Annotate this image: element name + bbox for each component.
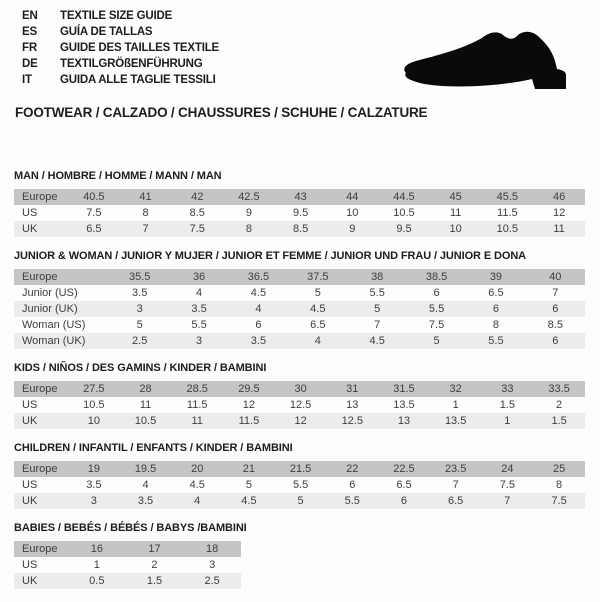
- row-label: Europe: [22, 191, 58, 203]
- size-cell: 5: [433, 335, 440, 347]
- size-cell: 13: [397, 415, 411, 427]
- size-cell: 9: [245, 207, 252, 219]
- size-cell: 10: [87, 415, 100, 427]
- size-cell: 3: [209, 559, 216, 571]
- section-junior-woman: [14, 250, 585, 349]
- size-cell: 3.5: [137, 495, 154, 507]
- size-table-row: [14, 397, 585, 413]
- size-cell: 5.5: [428, 303, 445, 315]
- size-cell: 5.5: [369, 287, 385, 299]
- language-row-fr: [22, 40, 219, 56]
- size-cell: 20: [191, 463, 204, 475]
- language-label: GUÍA DE TALLAS: [60, 26, 153, 38]
- size-cell: 12: [552, 207, 566, 219]
- size-cell: 7.5: [86, 207, 102, 219]
- size-cell: 5.5: [488, 335, 504, 347]
- language-code: DE: [22, 58, 38, 70]
- row-label: US: [22, 207, 38, 219]
- size-cell: 5: [297, 495, 304, 507]
- size-table-row: [14, 493, 585, 509]
- size-cell: 6: [552, 303, 559, 315]
- size-table-header-row: [14, 541, 241, 557]
- size-cell: 12.5: [289, 399, 312, 411]
- size-cell: 9.5: [292, 207, 309, 219]
- row-label: UK: [22, 223, 38, 235]
- size-cell: 7.5: [428, 319, 445, 331]
- size-cell: 46: [552, 191, 566, 203]
- size-table-header-row: [14, 461, 585, 477]
- size-cell: 8.5: [292, 223, 309, 235]
- size-table-row: [14, 557, 241, 573]
- size-cell: 19.5: [134, 463, 157, 475]
- row-label: US: [22, 399, 38, 411]
- section-title: BABIES / BEBÉS / BÉBÉS / BABYS /BAMBINI: [14, 522, 247, 534]
- size-cell: 29.5: [238, 383, 260, 395]
- size-cell: 6: [433, 287, 440, 299]
- size-cell: 6: [255, 319, 262, 331]
- size-cell: 40.5: [83, 191, 105, 203]
- size-cell: 6.5: [310, 319, 326, 331]
- size-cell: 16: [90, 543, 103, 555]
- row-label: Junior (UK): [22, 303, 78, 315]
- size-cell: 0.5: [89, 575, 105, 587]
- man-size-table: [14, 189, 585, 237]
- size-cell: 39: [489, 271, 503, 283]
- size-cell: 45: [449, 191, 462, 203]
- size-cell: 2: [556, 399, 563, 411]
- language-code: IT: [22, 74, 32, 86]
- size-cell: 7.5: [189, 223, 205, 235]
- size-cell: 7: [452, 479, 459, 491]
- size-cell: 10: [346, 207, 359, 219]
- size-table-row: [14, 477, 585, 493]
- size-cell: 13: [346, 399, 359, 411]
- size-cell: 43: [294, 191, 307, 203]
- section-title: KIDS / NIÑOS / DES GAMINS / KINDER / BAMBINI: [14, 362, 267, 374]
- row-label: Europe: [22, 463, 58, 475]
- size-cell: 9: [349, 223, 356, 235]
- language-row-de: [22, 56, 219, 72]
- size-cell: 5: [245, 479, 252, 491]
- size-cell: 41: [139, 191, 152, 203]
- size-cell: 6: [400, 495, 408, 507]
- row-label: Europe: [22, 383, 58, 395]
- size-tables: [14, 166, 585, 602]
- size-cell: 1: [504, 415, 511, 427]
- size-cell: 42: [191, 191, 204, 203]
- section-children: [14, 442, 585, 509]
- size-cell: 28: [139, 383, 152, 395]
- row-label: Europe: [22, 543, 58, 555]
- size-cell: 1: [93, 559, 100, 571]
- babies-size-table: [14, 541, 241, 589]
- language-code: EN: [22, 10, 38, 22]
- size-cell: 10.5: [83, 399, 105, 411]
- size-cell: 5: [136, 319, 143, 331]
- kids-size-table: [14, 381, 585, 429]
- size-cell: 33: [501, 383, 514, 395]
- shoe-icon: [398, 26, 576, 96]
- size-cell: 11: [191, 415, 203, 427]
- size-cell: 6: [492, 303, 499, 315]
- size-cell: 4.5: [369, 335, 385, 347]
- size-cell: 7: [552, 287, 559, 299]
- size-table-row: [14, 205, 585, 221]
- size-cell: 6.5: [86, 223, 102, 235]
- row-label: US: [22, 559, 38, 571]
- size-cell: 6.5: [448, 495, 464, 507]
- size-cell: 5.5: [292, 479, 309, 491]
- size-cell: 13.5: [393, 399, 415, 411]
- size-cell: 1.5: [551, 415, 567, 427]
- size-table-header-row: [14, 269, 585, 285]
- row-label: UK: [22, 415, 38, 427]
- size-cell: 11: [449, 207, 462, 219]
- size-cell: 5.5: [344, 495, 360, 507]
- size-cell: 40: [549, 271, 562, 283]
- size-cell: 6.5: [488, 287, 504, 299]
- size-table-row: [14, 285, 585, 301]
- size-cell: 12: [294, 415, 307, 427]
- size-cell: 38.5: [425, 271, 448, 283]
- children-size-table: [14, 461, 585, 509]
- size-table-header-row: [14, 189, 585, 205]
- size-cell: 42.5: [238, 191, 260, 203]
- size-cell: 31: [346, 383, 359, 395]
- row-label: Woman (UK): [22, 335, 86, 347]
- size-cell: 9.5: [396, 223, 412, 235]
- size-cell: 27.5: [83, 383, 105, 395]
- size-cell: 19: [87, 463, 100, 475]
- size-cell: 11: [139, 399, 152, 411]
- row-label: UK: [22, 575, 38, 587]
- size-cell: 22.5: [393, 463, 415, 475]
- size-cell: 18: [206, 543, 219, 555]
- size-cell: 5: [314, 287, 321, 299]
- size-cell: 33.5: [548, 383, 570, 395]
- size-cell: 10: [449, 223, 462, 235]
- size-cell: 38: [371, 271, 384, 283]
- section-title: CHILDREN / INFANTIL / ENFANTS / KINDER / BAMBINI: [14, 442, 293, 454]
- section-man: [14, 170, 585, 237]
- size-cell: 4.5: [189, 479, 205, 491]
- size-cell: 4.5: [250, 287, 267, 299]
- size-cell: 23.5: [444, 463, 467, 475]
- section-babies: [14, 522, 585, 589]
- size-cell: 36.5: [247, 271, 270, 283]
- size-cell: 1.5: [146, 575, 163, 587]
- size-cell: 3: [136, 303, 143, 315]
- row-label: Europe: [22, 271, 58, 283]
- language-row-en: [22, 8, 219, 24]
- junior-woman-size-table: [14, 269, 585, 349]
- size-table-row: [14, 317, 585, 333]
- size-cell: 6.5: [396, 479, 412, 491]
- size-cell: 4: [314, 335, 321, 347]
- size-cell: 2.5: [204, 575, 220, 587]
- size-table-row: [14, 221, 585, 237]
- language-label: TEXTILE SIZE GUIDE: [60, 10, 173, 22]
- size-cell: 44: [346, 191, 359, 203]
- size-cell: 32: [449, 383, 462, 395]
- size-cell: 5.5: [191, 319, 207, 331]
- size-cell: 17: [148, 543, 161, 555]
- size-cell: 3.5: [132, 287, 148, 299]
- row-label: UK: [22, 495, 38, 507]
- size-cell: 30: [294, 383, 307, 395]
- section-title: MAN / HOMBRE / HOMME / MANN / MAN: [14, 170, 222, 182]
- size-cell: 7.5: [551, 495, 567, 507]
- size-table-row: [14, 573, 241, 589]
- category-title: FOOTWEAR / CALZADO / CHAUSSURES / SCHUHE / CALZATURE: [15, 105, 428, 120]
- size-cell: 12: [242, 399, 256, 411]
- size-cell: 3.5: [250, 335, 267, 347]
- size-cell: 10.5: [134, 415, 157, 427]
- size-cell: 2.5: [132, 335, 148, 347]
- language-code: FR: [22, 42, 37, 54]
- section-kids: [14, 362, 585, 429]
- size-cell: 4: [142, 479, 149, 491]
- language-label: GUIDE DES TAILLES TEXTILE: [60, 42, 219, 54]
- row-label: Junior (US): [22, 287, 78, 299]
- size-cell: 45.5: [496, 191, 519, 203]
- size-cell: 6: [552, 335, 559, 347]
- size-cell: 11.5: [497, 207, 518, 219]
- size-cell: 4: [255, 303, 262, 315]
- size-cell: 4: [194, 495, 201, 507]
- size-cell: 2: [151, 559, 158, 571]
- language-code: ES: [22, 26, 37, 38]
- size-cell: 10.5: [393, 207, 415, 219]
- size-cell: 21: [242, 463, 256, 475]
- size-cell: 28.5: [186, 383, 208, 395]
- size-cell: 3: [196, 335, 203, 347]
- size-cell: 3: [90, 495, 97, 507]
- size-table-row: [14, 413, 585, 429]
- size-cell: 8: [556, 479, 563, 491]
- size-cell: 7: [504, 495, 511, 507]
- size-cell: 5: [374, 303, 381, 315]
- size-cell: 35.5: [128, 271, 151, 283]
- language-row-it: [22, 72, 219, 88]
- size-cell: 11.5: [186, 399, 208, 411]
- size-cell: 37.5: [307, 271, 329, 283]
- size-cell: 24: [501, 463, 514, 475]
- size-cell: 3.5: [191, 303, 207, 315]
- language-list: [22, 8, 219, 88]
- language-label: GUIDA ALLE TAGLIE TESSILI: [60, 74, 216, 86]
- size-table-row: [14, 301, 585, 317]
- size-cell: 25: [552, 463, 566, 475]
- size-cell: 8.5: [547, 319, 563, 331]
- size-table-row: [14, 333, 585, 349]
- size-cell: 10.5: [496, 223, 519, 235]
- size-cell: 8: [142, 207, 149, 219]
- language-label: TEXTILGRÖßENFÜHRUNG: [60, 58, 203, 70]
- size-cell: 1: [452, 399, 459, 411]
- size-cell: 7: [374, 319, 381, 331]
- size-cell: 22: [346, 463, 359, 475]
- size-cell: 4.5: [241, 495, 257, 507]
- size-cell: 1.5: [499, 399, 515, 411]
- size-table-header-row: [14, 381, 585, 397]
- size-cell: 3.5: [86, 479, 102, 491]
- size-cell: 11.5: [238, 415, 260, 427]
- size-cell: 8: [245, 223, 252, 235]
- size-cell: 4: [196, 287, 203, 299]
- size-cell: 8.5: [189, 207, 205, 219]
- size-cell: 13.5: [444, 415, 467, 427]
- size-cell: 7.5: [499, 479, 515, 491]
- size-cell: 4.5: [310, 303, 326, 315]
- size-cell: 36: [192, 271, 206, 283]
- size-cell: 31.5: [393, 383, 415, 395]
- size-cell: 12.5: [341, 415, 363, 427]
- row-label: Woman (US): [22, 319, 86, 331]
- size-cell: 8: [492, 319, 499, 331]
- size-cell: 21.5: [289, 463, 312, 475]
- size-cell: 6: [349, 479, 356, 491]
- size-cell: 7: [142, 223, 149, 235]
- size-cell: 44.5: [393, 191, 415, 203]
- row-label: US: [22, 479, 38, 491]
- section-title: JUNIOR & WOMAN / JUNIOR Y MUJER / JUNIOR ET FEMME / JUNIOR UND FRAU / JUNIOR E DONA: [14, 250, 527, 262]
- size-cell: 11: [553, 223, 565, 235]
- language-row-es: [22, 24, 219, 40]
